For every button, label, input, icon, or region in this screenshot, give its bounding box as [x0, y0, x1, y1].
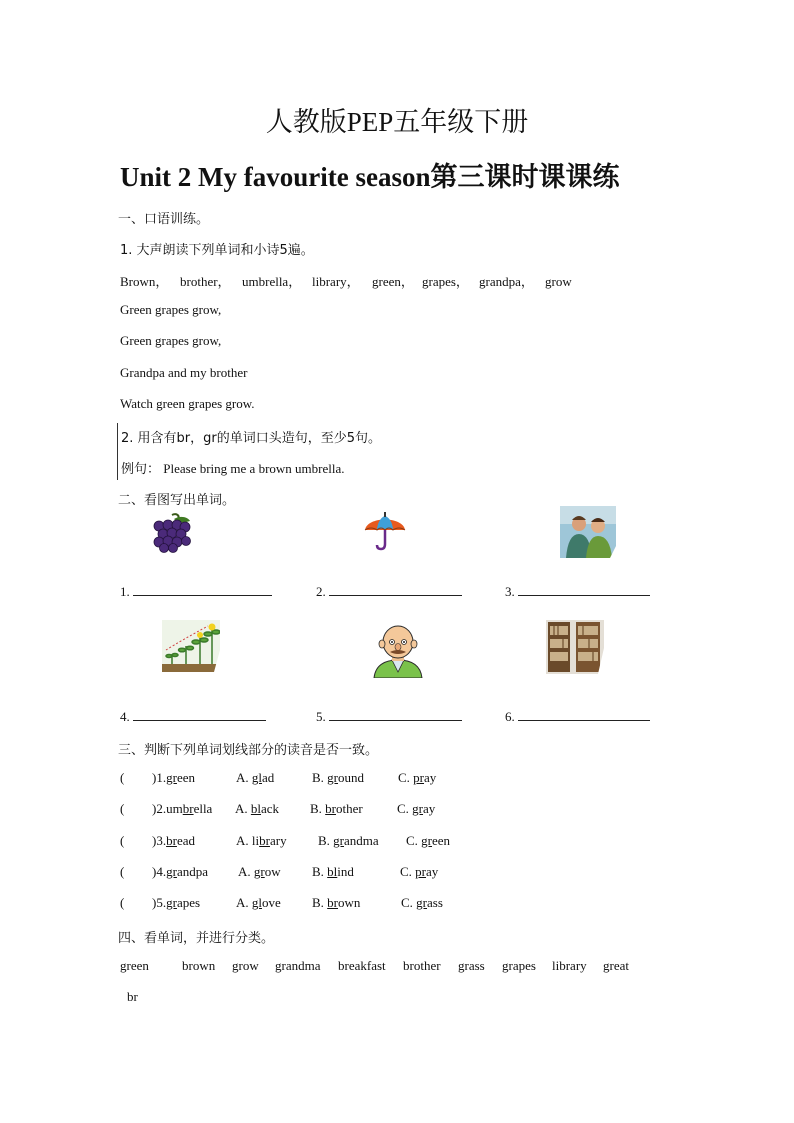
- option-b: [310, 801, 363, 817]
- page-title: 人教版PEP五年级下册: [265, 107, 529, 137]
- section1-task2: 2. 用含有br，gr的单词口头造句，至少5句。: [121, 431, 382, 446]
- underlined-letters: gr: [166, 770, 177, 785]
- question-number: 2.: [156, 801, 167, 816]
- word-part: ass: [427, 895, 443, 910]
- option-c: [398, 770, 436, 786]
- blank-5[interactable]: [316, 708, 462, 725]
- underlined-letters: gr: [166, 864, 177, 879]
- underlined-letters: br: [325, 801, 337, 816]
- option-b: [312, 864, 354, 880]
- example-text: Please bring me a brown umbrella.: [163, 461, 345, 476]
- word: great: [603, 958, 629, 973]
- item-number: 2.: [316, 584, 326, 599]
- question-number: 4.: [156, 864, 167, 879]
- paren-close-char: ): [152, 864, 157, 879]
- word-part: ella: [193, 801, 213, 816]
- question-word: [166, 801, 212, 816]
- word-part: andpa: [176, 864, 208, 879]
- question-number: 5.: [156, 895, 167, 910]
- poem-line: Watch green grapes grow.: [120, 396, 255, 411]
- word-part: ay: [424, 770, 437, 785]
- example-sentence: [121, 458, 345, 477]
- underlined-letters: br: [259, 833, 270, 848]
- section3-heading: 三、判断下列单词划线部分的读音是否一致。: [118, 743, 379, 758]
- word-part: apes: [176, 895, 201, 910]
- option-c: [397, 801, 435, 817]
- word: green，: [372, 274, 414, 289]
- underlined-letters: gl: [251, 895, 263, 910]
- word-part: ack: [261, 801, 280, 816]
- answer-paren-open[interactable]: (: [120, 833, 125, 848]
- umbrella-icon: [362, 508, 408, 552]
- word: grapes: [502, 958, 536, 973]
- word-part: um: [166, 801, 183, 816]
- poem-line: Grandpa and my brother: [120, 365, 248, 380]
- word-part: B.: [318, 833, 334, 848]
- underlined-letters: gr: [333, 833, 345, 848]
- word-part: ay: [423, 801, 436, 816]
- paren-close-char: ): [152, 895, 157, 910]
- answer-paren-close: [152, 833, 195, 849]
- word-part: ad: [262, 770, 275, 785]
- page-subtitle: [120, 155, 619, 194]
- underlined-letters: bl: [250, 801, 262, 816]
- option-c: [406, 833, 450, 849]
- underlined-letters: gr: [166, 895, 177, 910]
- section1-task1: 1. 大声朗读下列单词和小诗5遍。: [120, 243, 314, 258]
- option-a: [238, 864, 281, 880]
- word: Brown，: [120, 274, 169, 289]
- underlined-letters: br: [182, 801, 194, 816]
- example-label: 例句：: [121, 462, 161, 477]
- underlined-letters: gr: [327, 770, 339, 785]
- classify-word-list: [120, 958, 629, 974]
- underlined-letters: bl: [327, 864, 338, 879]
- blank-3[interactable]: [505, 583, 650, 600]
- word-part: ove: [262, 895, 281, 910]
- underlined-letters: gl: [251, 770, 263, 785]
- question-word: [166, 833, 195, 848]
- word: library，: [312, 274, 360, 289]
- option-b: [312, 895, 360, 911]
- option-c: [401, 895, 443, 911]
- word-part: C.: [401, 895, 417, 910]
- underlined-letters: br: [166, 833, 177, 848]
- blank-1[interactable]: [120, 583, 272, 600]
- word: umbrella，: [242, 274, 302, 289]
- paren-close-char: ): [152, 833, 157, 848]
- word-part: ound: [338, 770, 365, 785]
- option-a: [236, 770, 274, 786]
- question-word: [166, 770, 195, 785]
- word-part: own: [338, 895, 361, 910]
- item-number: 4.: [120, 709, 130, 724]
- growing-plants-icon: [162, 620, 220, 672]
- underlined-letters: gr: [253, 864, 265, 879]
- grapes-icon: [150, 513, 194, 553]
- word: grapes，: [422, 274, 469, 289]
- word-part: B.: [312, 895, 328, 910]
- subtitle-english: Unit 2 My favourite season: [120, 162, 431, 192]
- item-number: 6.: [505, 709, 515, 724]
- word: brother，: [180, 274, 231, 289]
- option-c: [400, 864, 438, 880]
- word-part: B.: [312, 770, 328, 785]
- word-part: C.: [398, 770, 414, 785]
- question-number: 3.: [156, 833, 167, 848]
- word-part: een: [432, 833, 451, 848]
- word: breakfast: [338, 958, 386, 973]
- word-part: B.: [312, 864, 328, 879]
- category-label-br: br: [127, 989, 138, 1004]
- option-a: [236, 833, 287, 849]
- word: brother: [403, 958, 441, 973]
- poem-line: Green grapes grow,: [120, 302, 222, 317]
- word: grandma: [275, 958, 321, 973]
- word-part: ay: [426, 864, 439, 879]
- word-part: ind: [337, 864, 354, 879]
- section1-heading: 一、口语训练。: [118, 212, 210, 227]
- word-list: [120, 271, 572, 290]
- answer-paren-open[interactable]: (: [120, 801, 125, 816]
- brothers-icon: [560, 506, 616, 558]
- word-part: ow: [264, 864, 281, 879]
- word-part: A.: [236, 895, 252, 910]
- word-part: B.: [310, 801, 326, 816]
- item-number: 5.: [316, 709, 326, 724]
- word-part: A.: [236, 770, 252, 785]
- underlined-letters: pr: [413, 770, 425, 785]
- word: grow: [545, 274, 572, 289]
- question-word: [166, 864, 208, 879]
- word: library: [552, 958, 587, 973]
- subtitle-chinese: 第三课时课课练: [430, 162, 620, 193]
- paren-close-char: ): [152, 801, 157, 816]
- word-part: ead: [176, 833, 195, 848]
- underlined-letters: gr: [416, 895, 428, 910]
- answer-paren-close: [152, 801, 212, 817]
- word-part: C.: [400, 864, 416, 879]
- answer-paren-close: [152, 864, 208, 880]
- library-icon: [546, 620, 604, 674]
- word: grass: [458, 958, 485, 973]
- option-b: [312, 770, 364, 786]
- word-part: A.: [238, 864, 254, 879]
- word-part: C.: [406, 833, 422, 848]
- word-part: C.: [397, 801, 413, 816]
- word-part: ary: [269, 833, 287, 848]
- word-part: other: [336, 801, 363, 816]
- item-number: 1.: [120, 584, 130, 599]
- word-part: A. li: [236, 833, 260, 848]
- word: grandpa，: [479, 274, 534, 289]
- answer-paren-open[interactable]: (: [120, 864, 125, 879]
- blank-2[interactable]: [316, 583, 462, 600]
- underlined-letters: gr: [421, 833, 433, 848]
- poem-line: Green grapes grow,: [120, 333, 222, 348]
- underlined-letters: pr: [415, 864, 427, 879]
- answer-paren-open[interactable]: (: [120, 895, 125, 910]
- paren-close-char: ): [152, 770, 157, 785]
- underlined-letters: br: [327, 895, 339, 910]
- question-number: 1.: [156, 770, 167, 785]
- blank-4[interactable]: [120, 708, 266, 725]
- question-word: [166, 895, 200, 910]
- option-a: [236, 895, 281, 911]
- word-part: andma: [344, 833, 379, 848]
- blank-6[interactable]: [505, 708, 650, 725]
- section2-heading: 二、看图写出单词。: [118, 493, 236, 508]
- grandpa-icon: [370, 622, 426, 678]
- answer-paren-open[interactable]: (: [120, 770, 125, 785]
- word: green: [120, 958, 149, 973]
- word: brown: [182, 958, 216, 973]
- answer-paren-close: [152, 770, 195, 786]
- section4-heading: 四、看单词，并进行分类。: [118, 931, 275, 946]
- underlined-letters: gr: [412, 801, 424, 816]
- word-part: A.: [235, 801, 251, 816]
- word-part: een: [176, 770, 195, 785]
- answer-paren-close: [152, 895, 200, 911]
- option-b: [318, 833, 379, 849]
- word: grow: [232, 958, 259, 973]
- option-a: [235, 801, 279, 817]
- margin-line: [117, 423, 118, 480]
- item-number: 3.: [505, 584, 515, 599]
